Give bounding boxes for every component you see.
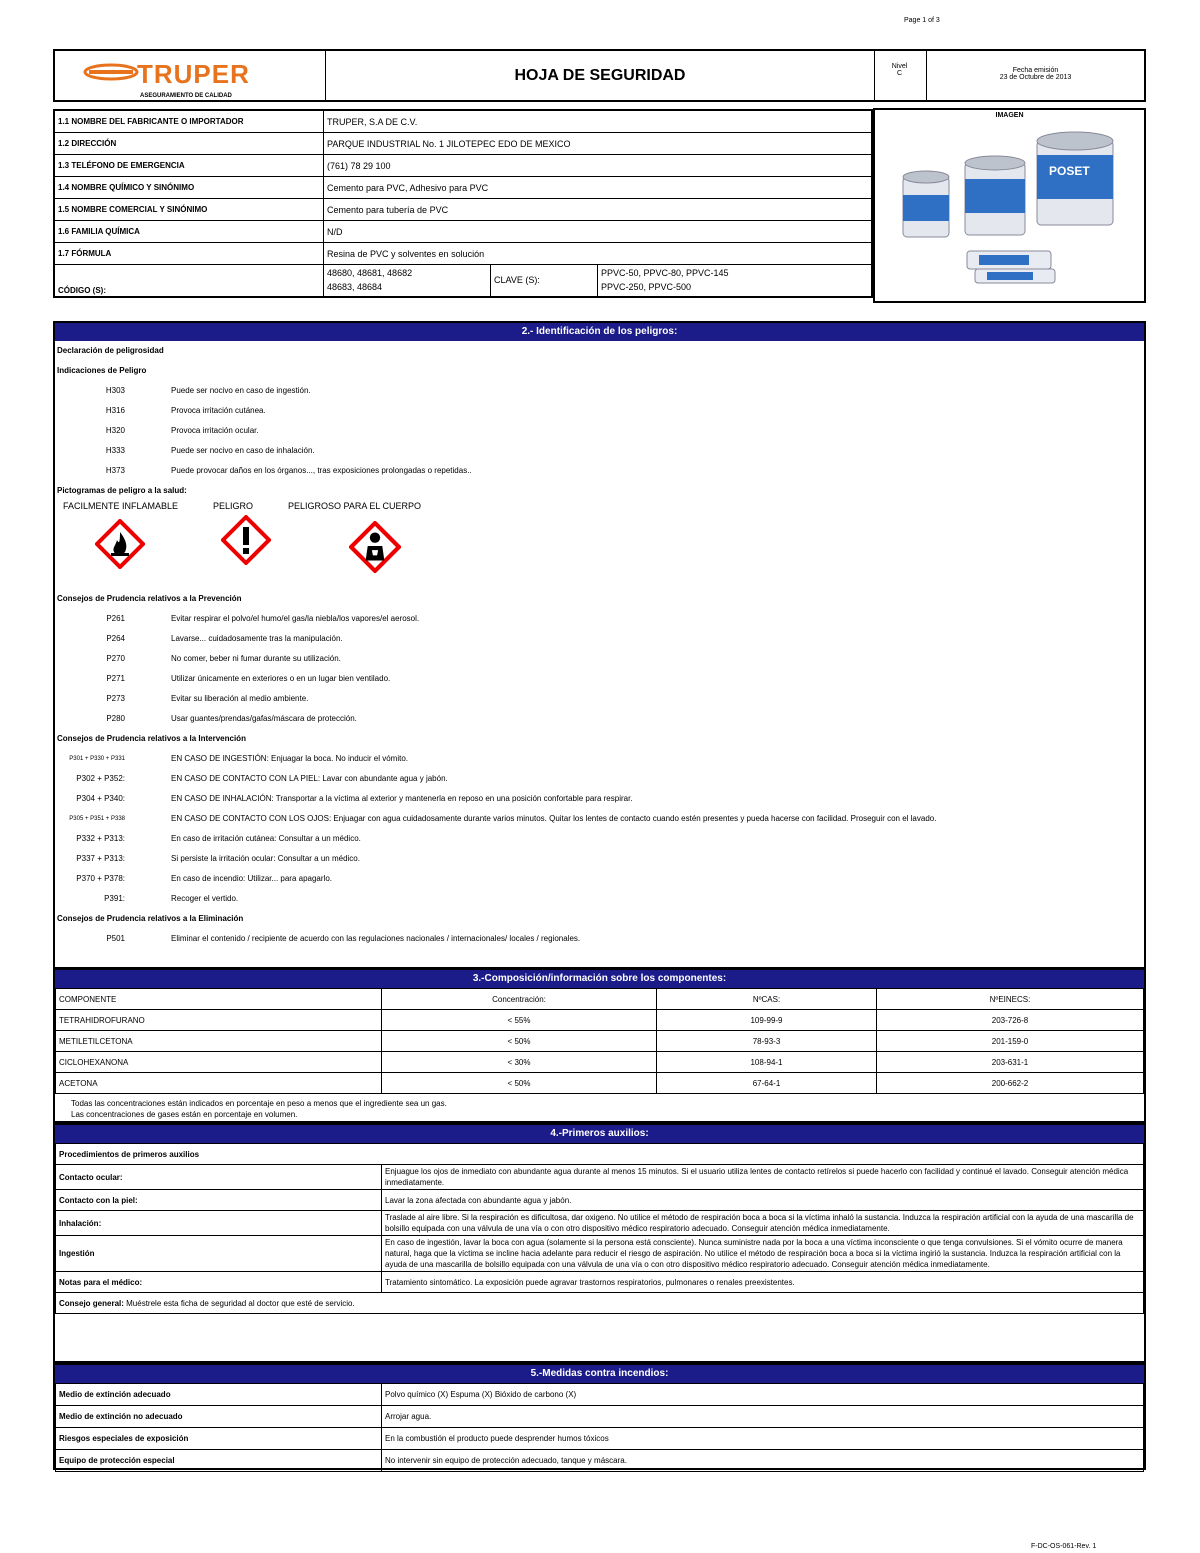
composition-cell: METILETILCETONA: [56, 1031, 382, 1052]
row-label: 1.6 FAMILIA QUÍMICA: [54, 221, 324, 243]
nivel-label: Nivel: [891, 63, 908, 70]
first-aid-row: [56, 1190, 1144, 1211]
document-title: HOJA DE SEGURIDAD: [325, 51, 875, 100]
section-band: 2.- Identificación de los peligros:: [55, 323, 1144, 341]
composition-cell: < 50%: [382, 1073, 657, 1094]
flame-hazard-icon: [95, 519, 145, 569]
indications-title: Indicaciones de Peligro: [57, 366, 147, 375]
statement-text: [171, 709, 1140, 729]
composition-cell: 200-662-2: [877, 1073, 1144, 1094]
intervention-title: Consejos de Prudencia relativos a la Intervención: [57, 734, 246, 743]
fire-label: Equipo de protección especial: [56, 1450, 382, 1472]
clave-value: PPVC-50, PPVC-80, PPVC-145 PPVC-250, PPVC-500: [598, 265, 873, 297]
first-aid-label: Contacto ocular:: [56, 1165, 382, 1190]
statement-text: [171, 829, 1140, 849]
first-aid-section: [53, 1123, 1146, 1363]
row-value: Cemento para PVC, Adhesivo para PVC: [324, 177, 873, 199]
elimination-title: Consejos de Prudencia relativos a la Eliminación: [57, 914, 244, 923]
nivel-value: C: [896, 70, 903, 77]
statement-row: [55, 929, 1144, 949]
statement-code: H373: [105, 466, 125, 475]
identification-row: [54, 110, 872, 133]
statement-code: H320: [105, 426, 125, 435]
statement-row: [55, 749, 1144, 769]
composition-cell: TETRAHIDROFURANO: [56, 1010, 382, 1031]
composition-note: Las concentraciones de gases están en porcentaje en volumen.: [71, 1110, 298, 1119]
statement-code: P337 + P313:: [76, 854, 125, 863]
nivel-cell: [873, 51, 927, 100]
statement-code: P280: [106, 714, 125, 723]
statement-code: P370 + P378:: [76, 874, 125, 883]
statement-lead: EN CASO DE CONTACTO CON LOS OJOS:: [171, 814, 332, 823]
pictogram-label: FACILMENTE INFLAMABLE: [63, 501, 179, 511]
statement-code: P273: [106, 694, 125, 703]
column-header: COMPONENTE: [56, 989, 382, 1010]
statement-row: [55, 401, 1144, 421]
statement-code: P304 + P340:: [76, 794, 125, 803]
fire-row: [56, 1406, 1144, 1428]
row-value: Cemento para tubería de PVC: [324, 199, 873, 221]
fire-text: No intervenir sin equipo de protección adecuado, tanque y máscara.: [382, 1450, 1144, 1472]
statement-body: Lavarse... cuidadosamente tras la manipulación.: [171, 634, 343, 643]
first-aid-text: Lavar la zona afectada con abundante agua y jabón.: [382, 1190, 1144, 1211]
statement-code: P332 + P313:: [76, 834, 125, 843]
first-aid-label: Inhalación:: [56, 1211, 382, 1236]
composition-cell: < 55%: [382, 1010, 657, 1031]
statement-row: [55, 829, 1144, 849]
row-value: Resina de PVC y solventes en solución: [324, 243, 873, 265]
fire-label: Riesgos especiales de exposición: [56, 1428, 382, 1450]
statement-body: Transportar a la víctima al exterior y mantenerla en reposo en una posición confortable para respirar.: [275, 794, 633, 803]
composition-cell: 108-94-1: [657, 1052, 877, 1073]
truper-logo-icon: [83, 62, 139, 82]
statement-text: [171, 889, 1140, 909]
identification-row: [54, 199, 872, 221]
exclamation-hazard-icon: [221, 515, 271, 565]
general-advice-row: [56, 1293, 1144, 1314]
fire-table: [55, 1383, 1144, 1472]
statement-text: [171, 381, 1140, 401]
statement-code: P261: [106, 614, 125, 623]
statement-row: [55, 869, 1144, 889]
first-aid-text: Tratamiento sintomático. La exposición puede agravar trastornos respiratorios, pulmonares o renales preexistentes.: [382, 1272, 1144, 1293]
fire-label: Medio de extinción adecuado: [56, 1384, 382, 1406]
statement-row: [55, 441, 1144, 461]
column-header: NºCAS:: [657, 989, 877, 1010]
composition-notes: [55, 1094, 1144, 1120]
brand-subtitle: ASEGURAMIENTO DE CALIDAD: [140, 93, 232, 99]
statement-code: P302 + P352:: [76, 774, 125, 783]
statement-row: [55, 809, 1144, 829]
row-label: 1.4 NOMBRE QUÍMICO Y SINÓNIMO: [54, 177, 324, 199]
statement-row: [55, 669, 1144, 689]
image-caption: IMAGEN: [995, 112, 1024, 119]
statement-text: [171, 669, 1140, 689]
statement-text: [171, 809, 1140, 829]
declaration-title: Declaración de peligrosidad: [57, 346, 164, 355]
statement-body: Enjuagar la boca. No inducir el vómito.: [271, 754, 408, 763]
statement-text: [171, 629, 1140, 649]
statement-code: P501: [106, 934, 125, 943]
row-label: 1.3 TELÉFONO DE EMERGENCIA: [54, 155, 324, 177]
row-label: 1.1 NOMBRE DEL FABRICANTE O IMPORTADOR: [54, 110, 324, 133]
fecha-cell: [927, 51, 1144, 100]
statement-code: P301 + P330 + P331: [69, 756, 125, 762]
statement-body: Lavar con abundante agua y jabón.: [322, 774, 448, 783]
pictograms-row: [55, 501, 1144, 587]
intervention-list: [55, 749, 1144, 909]
statement-body: No comer, beber ni fumar durante su utilización.: [171, 654, 341, 663]
first-aid-row: [56, 1272, 1144, 1293]
column-header: NºEINECS:: [877, 989, 1144, 1010]
statement-body: Eliminar el contenido / recipiente de acuerdo con las regulaciones nacionales / internacionales/ locales / regionales.: [171, 934, 581, 943]
procedures-row: [56, 1144, 1144, 1165]
statement-row: [55, 689, 1144, 709]
codigo-value: 48680, 48681, 48682 48683, 48684: [324, 265, 491, 297]
fire-text: Arrojar agua.: [382, 1406, 1144, 1428]
composition-header-row: [56, 989, 1144, 1010]
statement-row: [55, 629, 1144, 649]
pictogram-label: PELIGROSO PARA EL CUERPO: [288, 501, 422, 511]
statement-code: H316: [105, 406, 125, 415]
statement-body: Evitar su liberación al medio ambiente.: [171, 694, 309, 703]
column-header: Concentración:: [382, 989, 657, 1010]
statement-lead: EN CASO DE INGESTIÓN:: [171, 754, 269, 763]
statement-text: [171, 749, 1140, 769]
statement-body: Utilizar únicamente en exteriores o en un lugar bien ventilado.: [171, 674, 391, 683]
product-image-box: [873, 108, 1146, 303]
statement-code: P271: [106, 674, 125, 683]
row-value: PARQUE INDUSTRIAL No. 1 JILOTEPEC EDO DE MEXICO: [324, 133, 873, 155]
general-advice-text: Muéstrele esta ficha de seguridad al doctor que esté de servicio.: [126, 1298, 355, 1308]
statement-text: [171, 849, 1140, 869]
statement-code: P270: [106, 654, 125, 663]
composition-row: [56, 1052, 1144, 1073]
row-value: N/D: [324, 221, 873, 243]
identification-row: [54, 133, 872, 155]
indications-list: [55, 381, 1144, 481]
fecha-label: Fecha emisión: [1012, 67, 1059, 74]
hazards-section: [53, 321, 1146, 969]
codigo-row: [54, 265, 872, 297]
identification-row: [54, 155, 872, 177]
statement-body: Puede provocar daños en los órganos..., tras exposiciones prolongadas o repetidas..: [171, 466, 472, 475]
composition-cell: ACETONA: [56, 1073, 382, 1094]
procedures-title: Procedimientos de primeros auxilios: [56, 1144, 1144, 1165]
statement-code: H303: [105, 386, 125, 395]
first-aid-row: [56, 1236, 1144, 1272]
statement-body: Enjuagar con agua cuidadosamente durante varios minutos. Quitar los lentes de contacto cuando estén presentes y pueda hacerse con facilidad. Proseguir con el lavado.: [333, 814, 937, 823]
statement-row: [55, 889, 1144, 909]
statement-text: [171, 789, 1140, 809]
prevention-title: Consejos de Prudencia relativos a la Prevención: [57, 594, 242, 603]
composition-cell: < 50%: [382, 1031, 657, 1052]
composition-note: Todas las concentraciones están indicados en porcentaje en peso a menos que el ingrediente sea un gas.: [71, 1099, 447, 1108]
fire-row: [56, 1428, 1144, 1450]
fire-text: En la combustión el producto puede desprender humos tóxicos: [382, 1428, 1144, 1450]
statement-text: [171, 441, 1140, 461]
fire-row: [56, 1450, 1144, 1472]
composition-cell: < 30%: [382, 1052, 657, 1073]
composition-cell: 203-631-1: [877, 1052, 1144, 1073]
first-aid-text: Traslade al aire libre. Si la respiración es dificultosa, dar oxigeno. No utilice el método de respiración boca a boca si la víctima inhaló la sustancia. Induzca la respiración artificial con la ayuda de una mascarilla de bolsillo equipada con una válvula de una vía o con otro dispositivo médico respiratorio adecuado. Conseguir atención médica inmediatamente.: [382, 1211, 1144, 1236]
composition-row: [56, 1010, 1144, 1031]
statement-body: En caso de irritación cutánea: Consultar a un médico.: [171, 834, 361, 843]
statement-body: Provoca irritación ocular.: [171, 426, 259, 435]
elimination-list: [55, 929, 1144, 949]
fire-row: [56, 1384, 1144, 1406]
composition-cell: 109-99-9: [657, 1010, 877, 1031]
composition-cell: CICLOHEXANONA: [56, 1052, 382, 1073]
statement-code: P391:: [104, 894, 125, 903]
statement-code: P305 + P351 + P338: [69, 816, 125, 822]
statement-row: [55, 789, 1144, 809]
row-label: 1.7 FÓRMULA: [54, 243, 324, 265]
section-band: 3.-Composición/información sobre los componentes:: [55, 970, 1144, 988]
clave-label: CLAVE (S):: [491, 265, 598, 297]
section-band: 5.-Medidas contra incendios:: [55, 1365, 1144, 1383]
identification-table: [53, 109, 873, 298]
page-number: Page 1 of 3: [904, 17, 940, 24]
pictogram-label: PELIGRO: [213, 501, 254, 511]
general-advice-label: Consejo general:: [59, 1298, 124, 1308]
statement-text: [171, 929, 1140, 949]
health-hazard-icon: [349, 521, 401, 573]
codigo-label: CÓDIGO (S):: [54, 265, 324, 297]
statement-text: [171, 689, 1140, 709]
composition-cell: 203-726-8: [877, 1010, 1144, 1031]
statement-body: Evitar respirar el polvo/el humo/el gas/la niebla/los vapores/el aerosol.: [171, 614, 420, 623]
pictograms-title: Pictogramas de peligro a la salud:: [57, 486, 187, 495]
fire-section: [53, 1363, 1146, 1470]
statement-lead: EN CASO DE CONTACTO CON LA PIEL:: [171, 774, 321, 783]
can-brand-text: POSET: [1049, 164, 1090, 178]
row-label: 1.2 DIRECCIÓN: [54, 133, 324, 155]
statement-row: [55, 461, 1144, 481]
row-label: 1.5 NOMBRE COMERCIAL Y SINÓNIMO: [54, 199, 324, 221]
statement-body: Si persiste la irritación ocular: Consultar a un médico.: [171, 854, 360, 863]
composition-row: [56, 1073, 1144, 1094]
first-aid-label: Ingestión: [56, 1236, 382, 1272]
statement-code: P264: [106, 634, 125, 643]
statement-text: [171, 461, 1140, 481]
statement-body: Provoca irritación cutánea.: [171, 406, 266, 415]
statement-body: En caso de incendio: Utilizar... para apagarlo.: [171, 874, 332, 883]
first-aid-text: Enjuague los ojos de inmediato con abundante agua durante al menos 15 minutos. Si el usuario utiliza lentes de contacto retírelos si puede hacerlo con facilidad y continué el lavado. Conseguir atención médica inmediatamente.: [382, 1165, 1144, 1190]
statement-body: Usar guantes/prendas/gafas/máscara de protección.: [171, 714, 357, 723]
fecha-value: 23 de Octubre de 2013: [999, 74, 1072, 81]
prevention-list: [55, 609, 1144, 729]
document-header: [53, 49, 1146, 102]
brand-logo-text: TRUPER: [137, 59, 250, 89]
composition-cell: 78-93-3: [657, 1031, 877, 1052]
first-aid-table: [55, 1143, 1144, 1314]
statement-row: [55, 849, 1144, 869]
statement-row: [55, 649, 1144, 669]
identification-section: [53, 109, 873, 298]
statement-lead: EN CASO DE INHALACIÓN:: [171, 794, 274, 803]
statement-text: [171, 869, 1140, 889]
statement-text: [171, 401, 1140, 421]
row-value: TRUPER, S.A DE C.V.: [324, 110, 873, 133]
fire-label: Medio de extinción no adecuado: [56, 1406, 382, 1428]
first-aid-label: Contacto con la piel:: [56, 1190, 382, 1211]
statement-row: [55, 709, 1144, 729]
statement-row: [55, 381, 1144, 401]
footer-code: F-DC-OS-061-Rev. 1: [1031, 1543, 1097, 1550]
statement-row: [55, 421, 1144, 441]
statement-text: [171, 421, 1140, 441]
first-aid-label: Notas para el médico:: [56, 1272, 382, 1293]
row-value: (761) 78 29 100: [324, 155, 873, 177]
composition-table: [55, 988, 1144, 1094]
composition-cell: 201-159-0: [877, 1031, 1144, 1052]
first-aid-row: [56, 1211, 1144, 1236]
first-aid-text: En caso de ingestión, lavar la boca con agua (solamente si la persona está consciente). Nunca suministre nada por la boca a una víctima inconsciente o que tenga convulsiones. Si el vómito ocurre de manera natural, haga que la víctima se incline hacia adelante para reducir el riesgo de aspiración. No utilice el método de respiración boca a boca si la víctima ingirió la sustancia. Induzca la respiración artificial con la ayuda de una mascarilla de bolsillo equipada con una válvula de una vía o con otro dispositivo médico respiratorio adecuado. Conseguir atención médica inmediatamente.: [382, 1236, 1144, 1272]
statement-text: [171, 649, 1140, 669]
composition-row: [56, 1031, 1144, 1052]
statement-row: [55, 609, 1144, 629]
statement-row: [55, 769, 1144, 789]
statement-body: Recoger el vertido.: [171, 894, 239, 903]
first-aid-row: [56, 1165, 1144, 1190]
statement-body: Puede ser nocivo en caso de ingestión.: [171, 386, 311, 395]
statement-body: Puede ser nocivo en caso de inhalación.: [171, 446, 315, 455]
identification-row: [54, 177, 872, 199]
composition-section: [53, 968, 1146, 1123]
composition-cell: 67-64-1: [657, 1073, 877, 1094]
statement-text: [171, 769, 1140, 789]
fire-text: Polvo químico (X) Espuma (X) Bióxido de carbono (X): [382, 1384, 1144, 1406]
identification-row: [54, 221, 872, 243]
section-band: 4.-Primeros auxilios:: [55, 1125, 1144, 1143]
statement-text: [171, 609, 1140, 629]
product-image: [875, 119, 1144, 294]
statement-code: H333: [105, 446, 125, 455]
identification-row: [54, 243, 872, 265]
